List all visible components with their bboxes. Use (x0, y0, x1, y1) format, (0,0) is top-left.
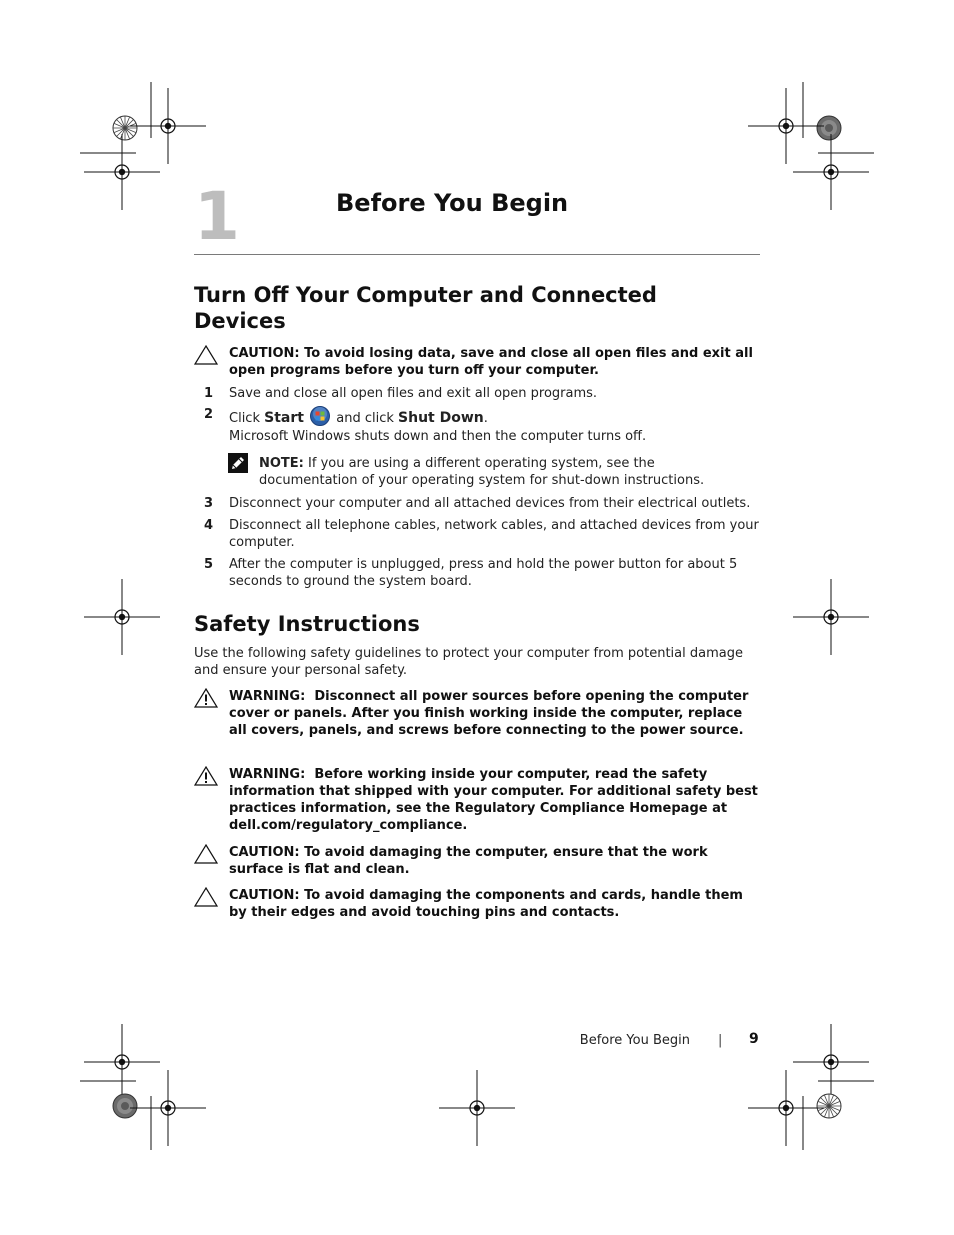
chapter-title: Before You Begin (336, 189, 569, 217)
warning-label: WARNING: (229, 767, 306, 782)
caution-callout-3 (194, 887, 760, 921)
step-number: 3 (204, 496, 214, 511)
caution-callout-2 (194, 844, 760, 878)
footer-chapter-title: Before You Begin (579, 1033, 690, 1048)
warning-callout-1 (194, 688, 760, 739)
warning-label: WARNING: (229, 689, 306, 704)
warning-exclamation-triangle-icon (194, 766, 218, 786)
step-text: Disconnect your computer and all attached devices from their electrical outlets. (229, 496, 751, 511)
step-number: 5 (204, 557, 214, 572)
step-text: After the computer is unplugged, press and hold the power button for about 5 seconds to ground the system board. (229, 557, 738, 589)
chapter-number: 1 (194, 178, 238, 255)
caution-text: To avoid damaging the computer, ensure that the work surface is flat and clean. (229, 845, 708, 877)
warning-callout-2 (194, 766, 760, 834)
section-heading-safety: Safety Instructions (194, 612, 420, 636)
caution-triangle-icon (194, 844, 218, 864)
note-text: If you are using a different operating system, see the documentation of your operating system for shut-down instructions. (259, 456, 705, 488)
step-text: Save and close all open files and exit all open programs. (229, 386, 598, 401)
step-4 (194, 517, 760, 551)
caution-callout (194, 345, 760, 379)
step-number: 2 (204, 407, 214, 422)
step-text-and-click: and click (336, 411, 394, 426)
page-number: 9 (749, 1031, 759, 1047)
step-2 (194, 406, 760, 427)
caution-text: To avoid losing data, save and close all open files and exit all open programs before you turn off your computer. (229, 346, 753, 378)
safety-intro: Use the following safety guidelines to protect your computer from potential damage and ensure your personal safety. (194, 646, 743, 678)
step-1 (194, 385, 760, 402)
caution-label: CAUTION: (229, 845, 300, 860)
step-number: 1 (204, 386, 214, 401)
windows-start-orb-icon (310, 406, 330, 426)
step-text-click: Click (229, 411, 260, 426)
note-callout (228, 455, 748, 489)
warning-text: Disconnect all power sources before opening the computer cover or panels. After you finish working inside the computer, replace all covers, panels, and screws before connecting to the power source. (229, 689, 749, 738)
section-heading-line-2: Devices (194, 309, 286, 333)
caution-triangle-icon (194, 345, 218, 365)
warning-text: Before working inside your computer, read the safety information that shipped with your computer. For additional safety best practices information, see the Regulatory Compliance Homepage at dell.com/regulatory_compliance. (229, 767, 758, 833)
shut-down-label: Shut Down (398, 410, 484, 426)
note-pencil-icon (228, 453, 248, 473)
step-text: Disconnect all telephone cables, network cables, and attached devices from your computer. (229, 518, 759, 550)
caution-label: CAUTION: (229, 888, 300, 903)
footer-separator: | (718, 1033, 723, 1048)
caution-label: CAUTION: (229, 346, 300, 361)
caution-text: To avoid damaging the components and cards, handle them by their edges and avoid touching pins and contacts. (229, 888, 743, 920)
step-period: . (483, 411, 488, 426)
start-label: Start (264, 410, 304, 426)
warning-exclamation-triangle-icon (194, 688, 218, 708)
step-5 (194, 556, 760, 590)
step-2-result: Microsoft Windows shuts down and then the computer turns off. (229, 429, 647, 444)
step-3 (194, 495, 760, 512)
step-number: 4 (204, 518, 214, 533)
section-heading-line-1: Turn Off Your Computer and Connected (194, 283, 657, 307)
caution-triangle-icon (194, 887, 218, 907)
section-heading-turn-off (194, 282, 760, 334)
chapter-divider (194, 254, 760, 255)
note-label: NOTE: (259, 456, 304, 471)
